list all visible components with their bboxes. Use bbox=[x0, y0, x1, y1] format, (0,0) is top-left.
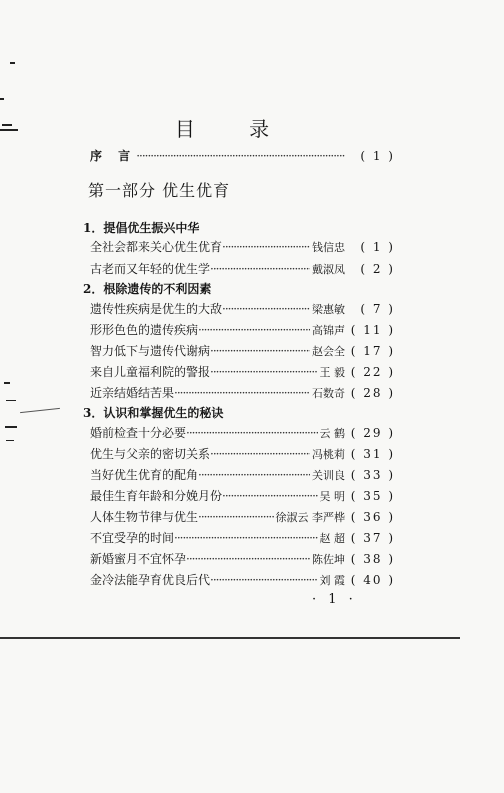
toc-entry bbox=[90, 300, 395, 318]
entry-title: 全社会都来关心优生优育 bbox=[90, 240, 223, 254]
entry-author: 吴 明 bbox=[319, 490, 345, 503]
section-heading: 3．认识和掌握优生的秘诀 bbox=[83, 406, 224, 420]
entry-page: ( 29 ) bbox=[350, 426, 395, 440]
leader-dots bbox=[136, 149, 345, 163]
entry-page: ( 28 ) bbox=[350, 386, 395, 400]
entry-page: ( 40 ) bbox=[350, 573, 395, 587]
entry-title: 最佳生育年龄和分娩月份 bbox=[90, 489, 223, 503]
entry-author: 关训良 bbox=[312, 469, 345, 482]
page-number: · 1 · bbox=[312, 592, 357, 607]
entry-author: 陈佐坤 bbox=[312, 553, 345, 566]
entry-title: 不宜受孕的时间 bbox=[90, 531, 175, 545]
section-heading: 1．提倡优生振兴中华 bbox=[83, 221, 200, 235]
toc-entry bbox=[90, 466, 395, 484]
entry-title: 金冷法能孕育优良后代 bbox=[90, 573, 211, 587]
toc-entry bbox=[90, 571, 395, 589]
entry-title: 遗传性疾病是优生的大敌 bbox=[90, 302, 223, 316]
leader-dots bbox=[210, 573, 317, 587]
scan-speck bbox=[5, 426, 17, 428]
leader-dots bbox=[198, 510, 273, 524]
entry-author: 王 毅 bbox=[319, 366, 345, 379]
leader-dots bbox=[222, 240, 310, 254]
part-heading: 第一部分 优生优育 bbox=[88, 181, 231, 200]
toc-entry bbox=[90, 487, 395, 505]
entry-title: 来自儿童福利院的警报 bbox=[90, 365, 211, 379]
entry-title: 人体生物节律与优生 bbox=[90, 510, 199, 524]
leader-dots bbox=[186, 426, 317, 440]
toc-entry bbox=[90, 363, 395, 381]
leader-dots bbox=[186, 552, 310, 566]
leader-dots bbox=[222, 489, 317, 503]
entry-title: 近亲结婚结苦果 bbox=[90, 386, 175, 400]
entry-page: ( 11 ) bbox=[350, 323, 395, 337]
entry-page: ( 1 ) bbox=[360, 240, 395, 254]
entry-page: ( 7 ) bbox=[360, 302, 395, 316]
scan-speck bbox=[0, 98, 4, 100]
entry-author: 冯桃莉 bbox=[312, 448, 345, 461]
entry-title: 新婚蜜月不宜怀孕 bbox=[90, 552, 187, 566]
scan-speck bbox=[6, 440, 14, 441]
toc-entry bbox=[90, 342, 395, 360]
toc-entry bbox=[90, 424, 395, 442]
toc-entry-preface bbox=[90, 147, 395, 165]
entry-page: ( 31 ) bbox=[350, 447, 395, 461]
toc-entry bbox=[90, 445, 395, 463]
toc-entry bbox=[90, 384, 395, 402]
entry-author: 徐淑云 李严桦 bbox=[275, 511, 345, 524]
toc-entry bbox=[90, 321, 395, 339]
entry-author: 赵 超 bbox=[319, 532, 345, 545]
entry-author: 戴淑凤 bbox=[312, 263, 345, 276]
entry-title: 智力低下与遗传代谢病 bbox=[90, 344, 211, 358]
entry-page: ( 38 ) bbox=[350, 552, 395, 566]
scan-speck bbox=[4, 382, 10, 384]
leader-dots bbox=[174, 386, 310, 400]
page-edge-line bbox=[0, 637, 460, 639]
entry-page: ( 37 ) bbox=[350, 531, 395, 545]
entry-page: ( 22 ) bbox=[350, 365, 395, 379]
leader-dots bbox=[222, 302, 310, 316]
leader-dots bbox=[210, 365, 317, 379]
entry-author: 梁惠敏 bbox=[312, 303, 345, 316]
entry-title: 当好优生优育的配角 bbox=[90, 468, 199, 482]
entry-author: 刘 霞 bbox=[319, 574, 345, 587]
leader-dots bbox=[210, 344, 310, 358]
toc-entry bbox=[90, 508, 395, 526]
toc-title: 目 录 bbox=[174, 117, 294, 141]
leader-dots bbox=[210, 262, 310, 276]
scan-speck bbox=[20, 408, 60, 413]
toc-entry bbox=[90, 260, 395, 278]
entry-page: ( 35 ) bbox=[350, 489, 395, 503]
entry-title: 优生与父亲的密切关系 bbox=[90, 447, 211, 461]
entry-page: ( 2 ) bbox=[360, 262, 395, 276]
leader-dots bbox=[198, 468, 310, 482]
leader-dots bbox=[210, 447, 310, 461]
entry-title: 古老而又年轻的优生学 bbox=[90, 262, 211, 276]
entry-page: ( 36 ) bbox=[350, 510, 395, 524]
entry-author: 高锦声 bbox=[312, 324, 345, 337]
entry-page: ( 17 ) bbox=[350, 344, 395, 358]
toc-entry bbox=[90, 238, 395, 256]
entry-title: 序 言 bbox=[90, 149, 137, 163]
entry-author: 石数奇 bbox=[312, 387, 345, 400]
leader-dots bbox=[174, 531, 317, 545]
section-heading: 2．根除遗传的不利因素 bbox=[83, 282, 212, 296]
scan-speck bbox=[10, 62, 15, 64]
entry-title: 婚前检查十分必要 bbox=[90, 426, 187, 440]
toc-entry bbox=[90, 550, 395, 568]
toc-entry bbox=[90, 529, 395, 547]
leader-dots bbox=[198, 323, 310, 337]
entry-title: 形形色色的遗传疾病 bbox=[90, 323, 199, 337]
entry-page: ( 1 ) bbox=[360, 149, 395, 163]
entry-author: 钱信忠 bbox=[312, 241, 345, 254]
entry-page: ( 33 ) bbox=[350, 468, 395, 482]
entry-author: 赵会全 bbox=[312, 345, 345, 358]
scan-speck bbox=[6, 400, 16, 401]
entry-author: 云 鹤 bbox=[319, 427, 345, 440]
